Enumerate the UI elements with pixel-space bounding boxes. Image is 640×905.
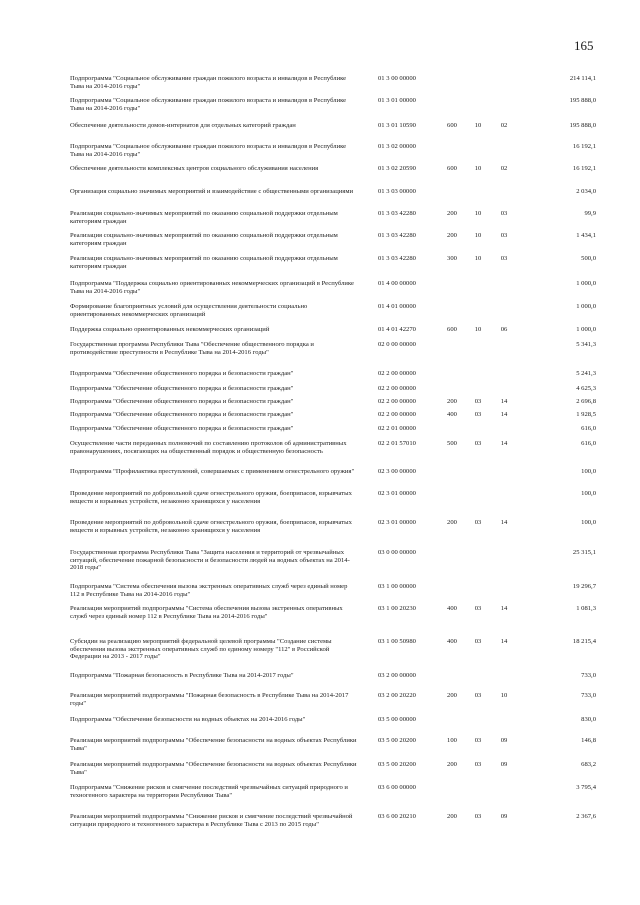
target-code: 01 3 03 42280 xyxy=(378,232,416,239)
target-code: 03 2 00 20220 xyxy=(378,692,416,699)
item-name: Субсидии на реализацию мероприятий федеральной целевой программы "Создание системы обеспечения вызова экстренных оперативных служб по единому номеру "112" в Российской Федерации на 2013 - 2017 годы" xyxy=(70,638,332,661)
target-code: 02 2 01 57010 xyxy=(378,440,416,447)
target-code: 01 3 02 20590 xyxy=(378,165,416,172)
amount: 100,0 xyxy=(581,519,596,526)
subsection-code: 14 xyxy=(500,398,508,405)
amount: 16 192,1 xyxy=(572,143,596,150)
subsection-code: 03 xyxy=(500,232,508,239)
item-name: Реализация мероприятий подпрограммы "Обеспечение безопасности на водных объектах Республики Тыва" xyxy=(70,761,357,776)
item-name: Подпрограмма "Профилактика преступлений, совершаемых с применением огнестрельного оружия" xyxy=(70,468,355,475)
item-name: Обеспечение деятельности домов-интернатов для отдельных категорий граждан xyxy=(70,122,296,129)
amount: 5 341,3 xyxy=(576,341,596,348)
item-name: Подпрограмма "Снижение рисков и смягчение последствий чрезвычайных ситуаций природного и техногенного характера на территории Республики Тыва" xyxy=(70,784,348,799)
amount: 733,0 xyxy=(581,672,596,679)
subsection-code: 09 xyxy=(500,813,508,820)
item-name: Подпрограмма "Поддержка социально ориентированных некоммерческих организаций в Республике Тыва на 2014-2016 годы" xyxy=(70,280,354,295)
amount: 5 241,3 xyxy=(576,370,596,377)
amount: 214 114,1 xyxy=(569,75,596,82)
item-name: Государственная программа Республики Тыва "Защита населения и территорий от чрезвычайных ситуаций, обеспечение пожарной безопасности и безопасности людей на водных объектах на 2014-2018 годы" xyxy=(70,549,350,572)
expense-type: 200 xyxy=(447,519,457,526)
section-code: 10 xyxy=(474,210,482,217)
amount: 733,0 xyxy=(581,692,596,699)
subsection-code: 02 xyxy=(500,165,508,172)
target-code: 03 1 00 50980 xyxy=(378,638,416,645)
target-code: 01 3 03 42280 xyxy=(378,255,416,262)
target-code: 01 3 01 00000 xyxy=(378,97,416,104)
expense-type: 400 xyxy=(447,411,457,418)
amount: 100,0 xyxy=(581,490,596,497)
item-name: Подпрограмма "Социальное обслуживание граждан пожилого возраста и инвалидов в Республике Тыва на 2014-2016 годы" xyxy=(70,75,347,90)
subsection-code: 10 xyxy=(500,692,508,699)
subsection-code: 14 xyxy=(500,638,508,645)
target-code: 01 4 01 00000 xyxy=(378,303,416,310)
expense-type: 200 xyxy=(447,398,457,405)
item-name: Реализация мероприятий подпрограммы "Снижение рисков и смягчение последствий чрезвычайной ситуации природного и техногенного характера в Республике Тыва с 2013 по 2015 годы" xyxy=(70,813,353,828)
section-code: 10 xyxy=(474,326,482,333)
item-name: Подпрограмма "Пожарная безопасность в Республике Тыва на 2014-2017 годы" xyxy=(70,672,294,679)
amount: 616,0 xyxy=(581,425,596,432)
item-name: Проведение мероприятий по добровольной сдаче огнестрельного оружия, боеприпасов, взрывчатых веществ и взрывных устройств, незаконно хранящихся у населения xyxy=(70,490,352,505)
subsection-code: 03 xyxy=(500,210,508,217)
item-name: Организация социально значимых мероприятий и взаимодействие с общественными организациями xyxy=(70,188,354,195)
amount: 195 888,0 xyxy=(569,122,596,129)
item-name: Проведение мероприятий по добровольной сдаче огнестрельного оружия, боеприпасов, взрывчатых веществ и взрывных устройств, незаконно хранящихся у населения xyxy=(70,519,352,534)
target-code: 03 5 00 20200 xyxy=(378,737,416,744)
section-code: 03 xyxy=(474,398,482,405)
section-code: 03 xyxy=(474,638,482,645)
expense-type: 200 xyxy=(447,210,457,217)
expense-type: 400 xyxy=(447,638,457,645)
item-name: Государственная программа Республики Тыва "Обеспечение общественного порядка и противодействие преступности в Республике Тыва на 2014-2016 годы" xyxy=(70,341,314,356)
amount: 99,9 xyxy=(584,210,596,217)
item-name: Реализация мероприятий подпрограммы "Система обеспечения вызова экстренных оперативных служб через единый номер 112 в Республике Тыва на 2014-2016 годы" xyxy=(70,605,343,620)
target-code: 01 3 03 00000 xyxy=(378,188,416,195)
subsection-code: 14 xyxy=(500,440,508,447)
item-name: Поддержка социально ориентированных некоммерческих организаций xyxy=(70,326,270,333)
expense-type: 200 xyxy=(447,692,457,699)
subsection-code: 09 xyxy=(500,761,508,768)
section-code: 03 xyxy=(474,761,482,768)
target-code: 03 5 00 00000 xyxy=(378,716,416,723)
amount: 2 034,0 xyxy=(576,188,596,195)
subsection-code: 14 xyxy=(500,519,508,526)
subsection-code: 02 xyxy=(500,122,508,129)
target-code: 03 1 00 00000 xyxy=(378,583,416,590)
target-code: 03 0 00 00000 xyxy=(378,549,416,556)
item-name: Реализация социально-значимых мероприятий по оказанию социальной поддержки отдельным категориям граждан xyxy=(70,232,338,247)
subsection-code: 03 xyxy=(500,255,508,262)
item-name: Обеспечение деятельности комплексных центров социального обслуживания населения xyxy=(70,165,319,172)
amount: 2 367,6 xyxy=(576,813,596,820)
amount: 1 928,5 xyxy=(576,411,596,418)
target-code: 02 3 01 00000 xyxy=(378,519,416,526)
target-code: 03 5 00 20200 xyxy=(378,761,416,768)
subsection-code: 06 xyxy=(500,326,508,333)
subsection-code: 09 xyxy=(500,737,508,744)
target-code: 03 6 00 00000 xyxy=(378,784,416,791)
expense-type: 300 xyxy=(447,255,457,262)
amount: 616,0 xyxy=(581,440,596,447)
amount: 683,2 xyxy=(581,761,596,768)
target-code: 02 2 01 00000 xyxy=(378,425,416,432)
amount: 146,8 xyxy=(581,737,596,744)
target-code: 03 1 00 20230 xyxy=(378,605,416,612)
target-code: 02 3 00 00000 xyxy=(378,468,416,475)
amount: 1 000,0 xyxy=(576,303,596,310)
section-code: 10 xyxy=(474,165,482,172)
expense-type: 600 xyxy=(447,326,457,333)
expense-type: 600 xyxy=(447,122,457,129)
item-name: Подпрограмма "Обеспечение общественного порядка и безопасности граждан" xyxy=(70,398,294,405)
target-code: 02 2 00 00000 xyxy=(378,411,416,418)
target-code: 02 0 00 00000 xyxy=(378,341,416,348)
item-name: Реализация социально-значимых мероприятий по оказанию социальной поддержки отдельным категориям граждан xyxy=(70,255,338,270)
section-code: 03 xyxy=(474,692,482,699)
target-code: 02 3 01 00000 xyxy=(378,490,416,497)
item-name: Подпрограмма "Социальное обслуживание граждан пожилого возраста и инвалидов в Республике Тыва на 2014-2016 годы" xyxy=(70,97,347,112)
expense-type: 500 xyxy=(447,440,457,447)
amount: 1 434,1 xyxy=(576,232,596,239)
target-code: 02 2 00 00000 xyxy=(378,398,416,405)
expense-type: 100 xyxy=(447,737,457,744)
target-code: 01 4 00 00000 xyxy=(378,280,416,287)
section-code: 10 xyxy=(474,232,482,239)
target-code: 01 3 03 42280 xyxy=(378,210,416,217)
section-code: 10 xyxy=(474,122,482,129)
item-name: Формирование благоприятных условий для осуществления деятельности социально ориентированных некоммерческих организаций xyxy=(70,303,308,318)
subsection-code: 14 xyxy=(500,411,508,418)
amount: 16 192,1 xyxy=(572,165,596,172)
item-name: Подпрограмма "Система обеспечения вызова экстренных оперативных служб через единый номер 112 в Республике Тыва на 2014-2016 годы" xyxy=(70,583,348,598)
amount: 1 081,3 xyxy=(576,605,596,612)
item-name: Реализация мероприятий подпрограммы "Обеспечение безопасности на водных объектах Республики Тыва" xyxy=(70,737,357,752)
expense-type: 200 xyxy=(447,813,457,820)
amount: 3 795,4 xyxy=(576,784,596,791)
item-name: Подпрограмма "Обеспечение безопасности на водных объектах на 2014-2016 годы" xyxy=(70,716,306,723)
expense-type: 600 xyxy=(447,165,457,172)
target-code: 03 2 00 00000 xyxy=(378,672,416,679)
amount: 18 215,4 xyxy=(572,638,596,645)
target-code: 02 2 00 00000 xyxy=(378,385,416,392)
target-code: 01 3 01 10590 xyxy=(378,122,416,129)
section-code: 03 xyxy=(474,411,482,418)
item-name: Реализация социально-значимых мероприятий по оказанию социальной поддержки отдельным категориям граждан xyxy=(70,210,338,225)
item-name: Реализация мероприятий подпрограммы "Пожарная безопасность в Республике Тыва на 2014-2017 годы" xyxy=(70,692,349,707)
item-name: Осуществление части переданных полномочий по составлению протоколов об административных правонарушениях, посягающих на общественный порядок и общественную безопасность xyxy=(70,440,347,455)
amount: 2 696,8 xyxy=(576,398,596,405)
expense-type: 400 xyxy=(447,605,457,612)
target-code: 01 3 00 00000 xyxy=(378,75,416,82)
item-name: Подпрограмма "Социальное обслуживание граждан пожилого возраста и инвалидов в Республике Тыва на 2014-2016 годы" xyxy=(70,143,347,158)
amount: 25 315,1 xyxy=(572,549,596,556)
subsection-code: 14 xyxy=(500,605,508,612)
item-name: Подпрограмма "Обеспечение общественного порядка и безопасности граждан" xyxy=(70,385,294,392)
amount: 1 000,0 xyxy=(576,280,596,287)
section-code: 03 xyxy=(474,519,482,526)
target-code: 02 2 00 00000 xyxy=(378,370,416,377)
amount: 4 625,3 xyxy=(576,385,596,392)
item-name: Подпрограмма "Обеспечение общественного порядка и безопасности граждан" xyxy=(70,411,294,418)
amount: 195 888,0 xyxy=(569,97,596,104)
section-code: 03 xyxy=(474,813,482,820)
amount: 19 296,7 xyxy=(572,583,596,590)
expense-type: 200 xyxy=(447,232,457,239)
expense-type: 200 xyxy=(447,761,457,768)
amount: 1 000,0 xyxy=(576,326,596,333)
amount: 830,0 xyxy=(581,716,596,723)
page-number: 165 xyxy=(574,38,594,53)
section-code: 03 xyxy=(474,737,482,744)
item-name: Подпрограмма "Обеспечение общественного порядка и безопасности граждан" xyxy=(70,370,294,377)
target-code: 03 6 00 20210 xyxy=(378,813,416,820)
section-code: 03 xyxy=(474,440,482,447)
item-name: Подпрограмма "Обеспечение общественного порядка и безопасности граждан" xyxy=(70,425,294,432)
target-code: 01 4 01 42270 xyxy=(378,326,416,333)
target-code: 01 3 02 00000 xyxy=(378,143,416,150)
section-code: 03 xyxy=(474,605,482,612)
section-code: 10 xyxy=(474,255,482,262)
amount: 500,0 xyxy=(581,255,596,262)
amount: 100,0 xyxy=(581,468,596,475)
